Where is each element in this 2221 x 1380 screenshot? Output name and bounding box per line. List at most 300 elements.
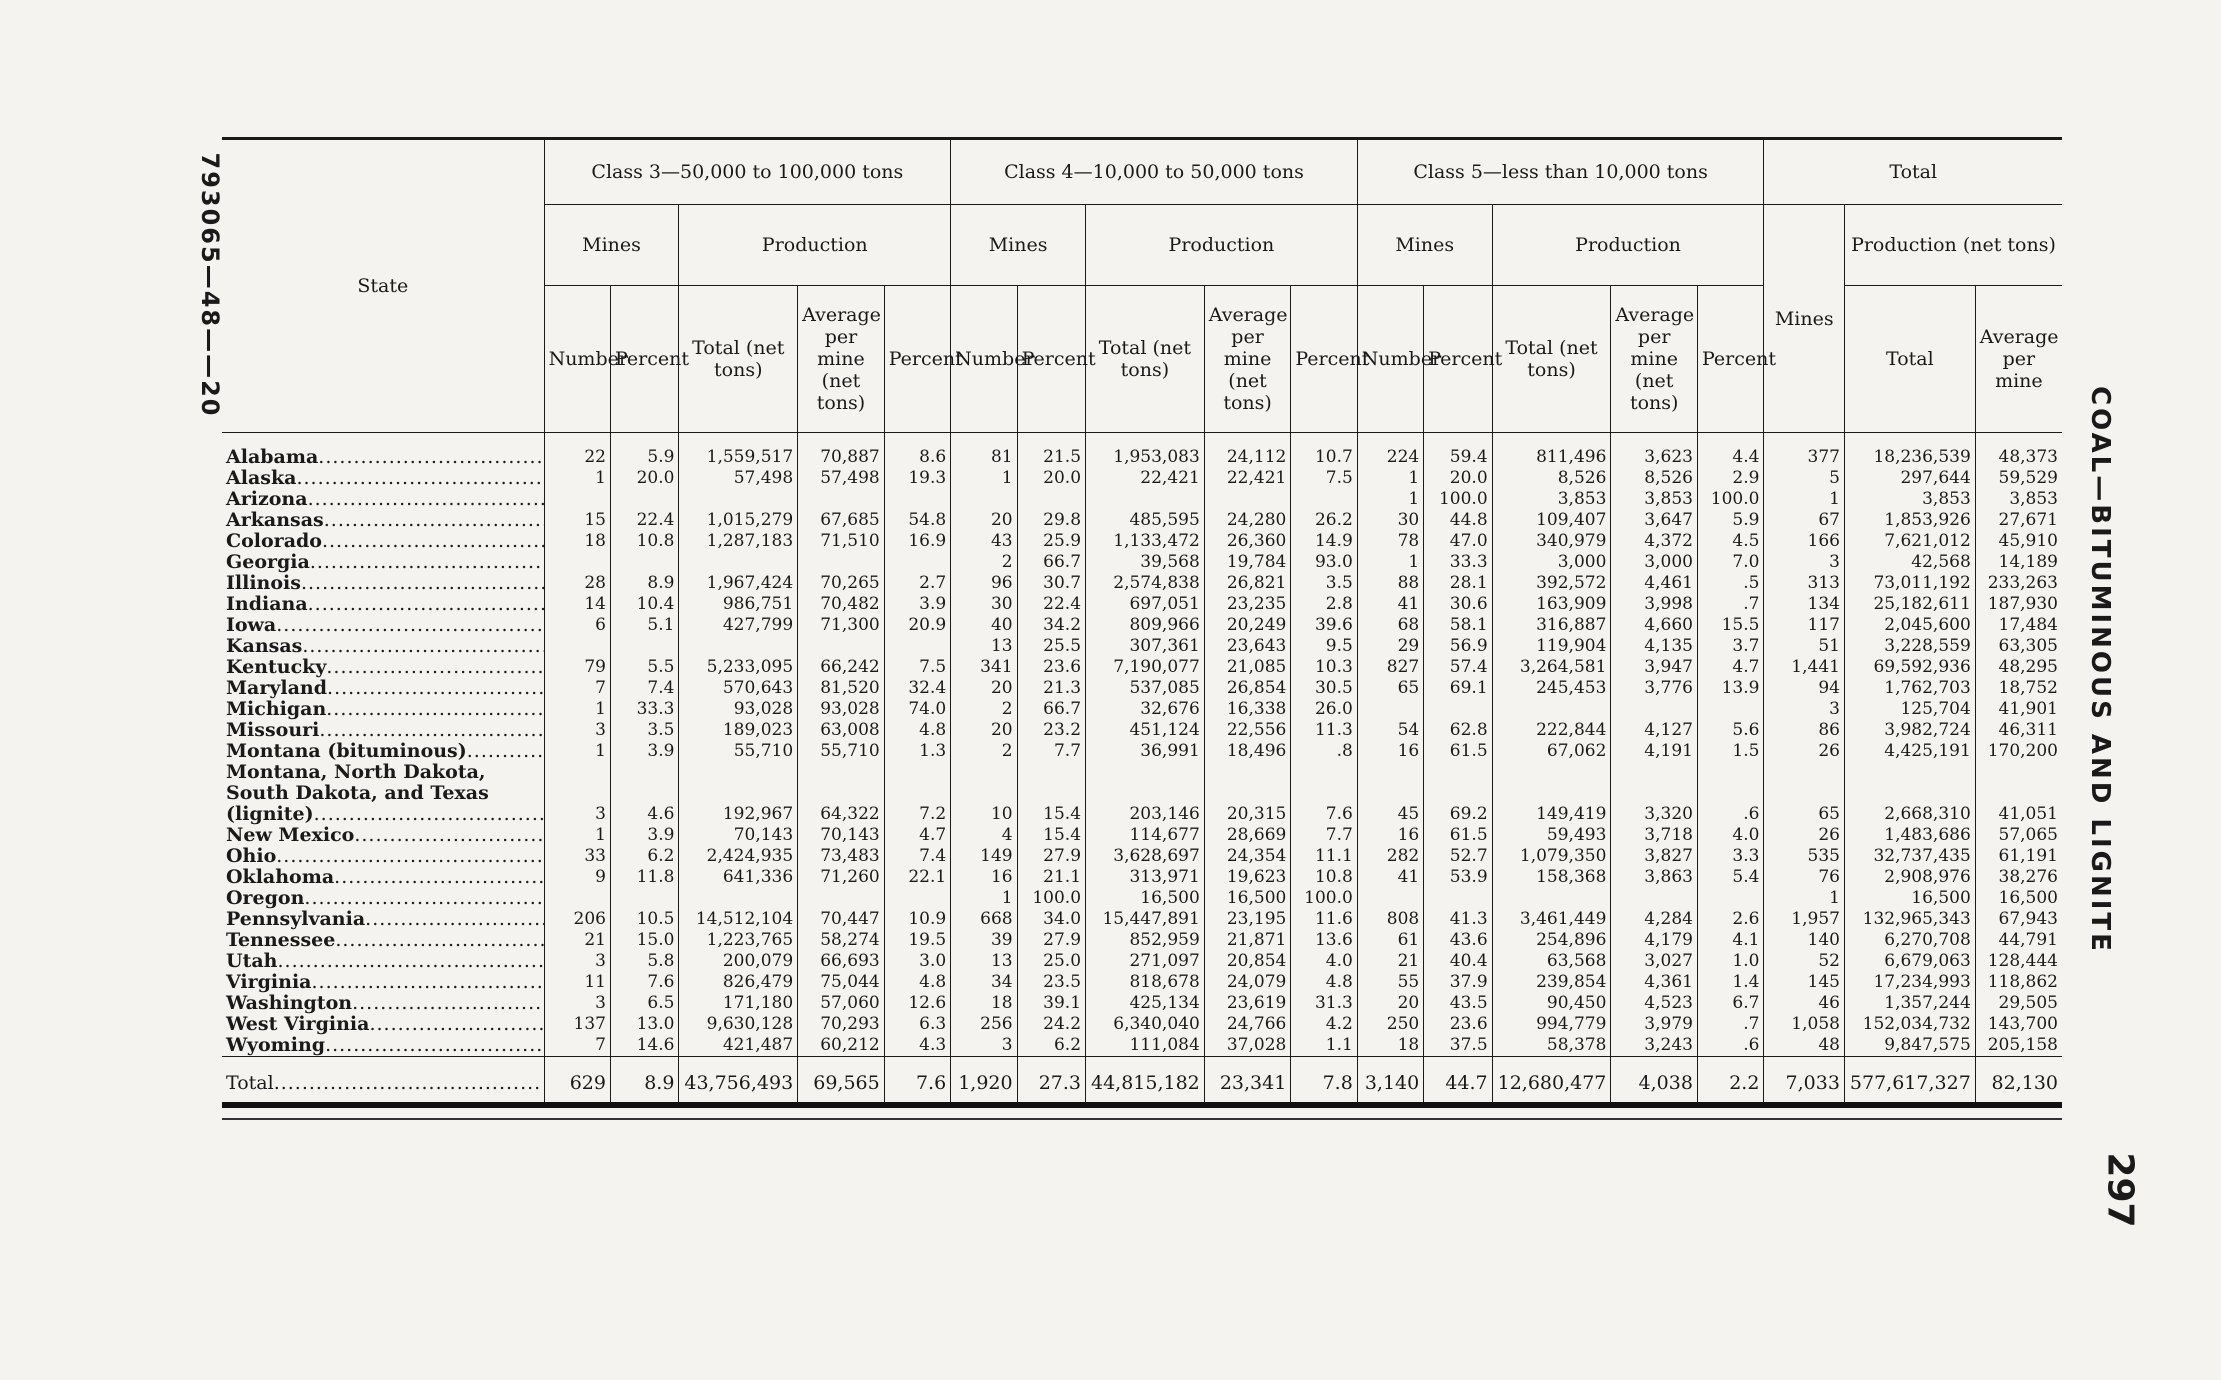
value-cell: 3,000 xyxy=(1492,552,1611,573)
value-cell xyxy=(544,489,610,510)
value-cell: 66,693 xyxy=(798,951,885,972)
value-cell: 22,556 xyxy=(1204,720,1291,741)
value-cell: 32,676 xyxy=(1086,699,1205,720)
value-cell: 30.7 xyxy=(1017,573,1085,594)
state-name-cell: Alabama ..... xyxy=(222,433,544,469)
value-cell: 1,853,926 xyxy=(1844,510,1975,531)
value-cell: 43.6 xyxy=(1424,930,1492,951)
value-cell: .7 xyxy=(1697,594,1763,615)
value-cell: 76 xyxy=(1764,867,1845,888)
value-cell: 26 xyxy=(1764,825,1845,846)
state-name-cell: Washington ..... xyxy=(222,993,544,1014)
value-cell: 111,084 xyxy=(1086,1035,1205,1057)
value-cell: 16 xyxy=(1357,741,1423,762)
value-cell: 70,482 xyxy=(798,594,885,615)
header-class4-number: Number xyxy=(951,286,1017,433)
value-cell xyxy=(1611,699,1698,720)
value-cell: 3,853 xyxy=(1611,489,1698,510)
value-cell: 2.6 xyxy=(1697,909,1763,930)
value-cell: 421,487 xyxy=(679,1035,798,1057)
value-cell: 3,853 xyxy=(1844,489,1975,510)
state-name-cell: Pennsylvania ..... xyxy=(222,909,544,930)
value-cell: 3,827 xyxy=(1611,846,1698,867)
value-cell: 145 xyxy=(1764,972,1845,993)
value-cell: 65 xyxy=(1764,762,1845,825)
state-name-cell: Kentucky ..... xyxy=(222,657,544,678)
value-cell: 254,896 xyxy=(1492,930,1611,951)
value-cell: 61.5 xyxy=(1424,741,1492,762)
value-cell: 20.0 xyxy=(1424,468,1492,489)
value-cell: 14.6 xyxy=(610,1035,678,1057)
value-cell xyxy=(679,636,798,657)
value-cell: 11.6 xyxy=(1291,909,1357,930)
value-cell: 18 xyxy=(951,993,1017,1014)
value-cell: 4 xyxy=(951,825,1017,846)
value-cell: 109,407 xyxy=(1492,510,1611,531)
running-title: COAL—BITUMINOUS AND LIGNITE xyxy=(2085,386,2115,954)
value-cell: 69.2 xyxy=(1424,762,1492,825)
value-cell: .6 xyxy=(1697,762,1763,825)
value-cell: 1.0 xyxy=(1697,951,1763,972)
value-cell xyxy=(1086,489,1205,510)
value-cell: 34 xyxy=(951,972,1017,993)
value-cell: 24,280 xyxy=(1204,510,1291,531)
total-value-cell: 23,341 xyxy=(1204,1057,1291,1108)
value-cell: 4,461 xyxy=(1611,573,1698,594)
value-cell: 3,853 xyxy=(1492,489,1611,510)
total-value-cell: 82,130 xyxy=(1975,1057,2062,1108)
value-cell: 3.5 xyxy=(1291,573,1357,594)
value-cell: 341 xyxy=(951,657,1017,678)
value-cell: 55,710 xyxy=(679,741,798,762)
total-value-cell: 44.7 xyxy=(1424,1057,1492,1108)
value-cell: 21 xyxy=(544,930,610,951)
table-row xyxy=(222,678,2062,699)
value-cell: 425,134 xyxy=(1086,993,1205,1014)
value-cell: 45,910 xyxy=(1975,531,2062,552)
value-cell xyxy=(951,489,1017,510)
value-cell: 4,284 xyxy=(1611,909,1698,930)
value-cell: 32.4 xyxy=(884,678,950,699)
value-cell xyxy=(610,552,678,573)
value-cell: 66,242 xyxy=(798,657,885,678)
value-cell: 2 xyxy=(951,552,1017,573)
value-cell: 16,500 xyxy=(1204,888,1291,909)
value-cell: 313 xyxy=(1764,573,1845,594)
value-cell xyxy=(1357,888,1423,909)
value-cell: 70,887 xyxy=(798,433,885,469)
value-cell: 132,965,343 xyxy=(1844,909,1975,930)
header-class3-number: Number xyxy=(544,286,610,433)
value-cell: 36,991 xyxy=(1086,741,1205,762)
value-cell: 158,368 xyxy=(1492,867,1611,888)
value-cell: 4.7 xyxy=(884,825,950,846)
value-cell: 16 xyxy=(1357,825,1423,846)
value-cell: 100.0 xyxy=(1291,888,1357,909)
total-value-cell: 69,565 xyxy=(798,1057,885,1108)
value-cell: 7.7 xyxy=(1017,741,1085,762)
value-cell: 34.0 xyxy=(1017,909,1085,930)
state-name-cell: Arkansas ..... xyxy=(222,510,544,531)
value-cell: 52.7 xyxy=(1424,846,1492,867)
header-state: State xyxy=(222,140,544,433)
value-cell: 570,643 xyxy=(679,678,798,699)
table-row xyxy=(222,531,2062,552)
value-cell: 149 xyxy=(951,846,1017,867)
value-cell: 8.6 xyxy=(884,433,950,469)
value-cell: 5 xyxy=(1764,468,1845,489)
value-cell: 16,338 xyxy=(1204,699,1291,720)
value-cell: 24,766 xyxy=(1204,1014,1291,1035)
value-cell: 149,419 xyxy=(1492,762,1611,825)
table-row xyxy=(222,972,2062,993)
value-cell: 39,568 xyxy=(1086,552,1205,573)
value-cell: 7,621,012 xyxy=(1844,531,1975,552)
value-cell: 10.7 xyxy=(1291,433,1357,469)
total-value-cell: 12,680,477 xyxy=(1492,1057,1611,1108)
value-cell: 3 xyxy=(951,1035,1017,1057)
page-number: 297 xyxy=(2099,1152,2141,1228)
value-cell: 48,295 xyxy=(1975,657,2062,678)
value-cell: 1,441 xyxy=(1764,657,1845,678)
value-cell: 2,668,310 xyxy=(1844,762,1975,825)
table-row xyxy=(222,433,2062,469)
value-cell xyxy=(610,636,678,657)
value-cell: 189,023 xyxy=(679,720,798,741)
value-cell: 233,263 xyxy=(1975,573,2062,594)
table-row xyxy=(222,615,2062,636)
value-cell: 54.8 xyxy=(884,510,950,531)
value-cell: 3,647 xyxy=(1611,510,1698,531)
state-name-cell: Utah ..... xyxy=(222,951,544,972)
value-cell: 4,127 xyxy=(1611,720,1698,741)
value-cell xyxy=(884,489,950,510)
value-cell: 20 xyxy=(951,510,1017,531)
value-cell: 14.9 xyxy=(1291,531,1357,552)
value-cell: 9,630,128 xyxy=(679,1014,798,1035)
value-cell: 4,523 xyxy=(1611,993,1698,1014)
value-cell: 5.6 xyxy=(1697,720,1763,741)
state-name-cell: Virginia ..... xyxy=(222,972,544,993)
value-cell: 143,700 xyxy=(1975,1014,2062,1035)
value-cell: 14,512,104 xyxy=(679,909,798,930)
state-name-cell: New Mexico ..... xyxy=(222,825,544,846)
table-row xyxy=(222,510,2062,531)
value-cell: 3.7 xyxy=(1697,636,1763,657)
value-cell: 100.0 xyxy=(1424,489,1492,510)
value-cell: 48,373 xyxy=(1975,433,2062,469)
value-cell: 69,592,936 xyxy=(1844,657,1975,678)
value-cell: 200,079 xyxy=(679,951,798,972)
value-cell: 1,287,183 xyxy=(679,531,798,552)
table-row xyxy=(222,951,2062,972)
total-value-cell: 629 xyxy=(544,1057,610,1108)
value-cell: 79 xyxy=(544,657,610,678)
value-cell: 2 xyxy=(951,699,1017,720)
value-cell: 74.0 xyxy=(884,699,950,720)
header-class3-prod-percent: Percent xyxy=(884,286,950,433)
value-cell: 12.6 xyxy=(884,993,950,1014)
value-cell xyxy=(1424,888,1492,909)
value-cell: 3 xyxy=(544,720,610,741)
value-cell: 29,505 xyxy=(1975,993,2062,1014)
value-cell: 3.5 xyxy=(610,720,678,741)
value-cell: 13 xyxy=(951,636,1017,657)
value-cell: 239,854 xyxy=(1492,972,1611,993)
value-cell: 1 xyxy=(951,888,1017,909)
header-class3-production: Production xyxy=(679,205,951,286)
value-cell: 23.6 xyxy=(1424,1014,1492,1035)
value-cell xyxy=(679,552,798,573)
total-value-cell: 4,038 xyxy=(1611,1057,1698,1108)
value-cell: 316,887 xyxy=(1492,615,1611,636)
value-cell: 17,484 xyxy=(1975,615,2062,636)
value-cell: 7.4 xyxy=(884,846,950,867)
value-cell xyxy=(884,888,950,909)
side-code: 793065—48——20 xyxy=(196,152,224,418)
value-cell: 58,274 xyxy=(798,930,885,951)
value-cell: 2.8 xyxy=(1291,594,1357,615)
header-total-mines: Mines xyxy=(1764,205,1845,433)
value-cell: 485,595 xyxy=(1086,510,1205,531)
state-name-cell: Wyoming ..... xyxy=(222,1035,544,1057)
value-cell: 4,372 xyxy=(1611,531,1698,552)
value-cell: 37.9 xyxy=(1424,972,1492,993)
value-cell: 20,249 xyxy=(1204,615,1291,636)
value-cell: 18 xyxy=(544,531,610,552)
value-cell: 56.9 xyxy=(1424,636,1492,657)
value-cell: 118,862 xyxy=(1975,972,2062,993)
value-cell: 59,493 xyxy=(1492,825,1611,846)
value-cell: 313,971 xyxy=(1086,867,1205,888)
value-cell: 811,496 xyxy=(1492,433,1611,469)
value-cell: 3,000 xyxy=(1611,552,1698,573)
value-cell: 3,982,724 xyxy=(1844,720,1975,741)
value-cell: 4.0 xyxy=(1291,951,1357,972)
value-cell: 13.6 xyxy=(1291,930,1357,951)
value-cell: 78 xyxy=(1357,531,1423,552)
value-cell: 54 xyxy=(1357,720,1423,741)
value-cell: 28 xyxy=(544,573,610,594)
value-cell: 71,260 xyxy=(798,867,885,888)
table-row xyxy=(222,573,2062,594)
value-cell: 171,180 xyxy=(679,993,798,1014)
value-cell xyxy=(544,636,610,657)
value-cell: 61.5 xyxy=(1424,825,1492,846)
value-cell: 57,498 xyxy=(679,468,798,489)
value-cell: 15.4 xyxy=(1017,825,1085,846)
value-cell: 537,085 xyxy=(1086,678,1205,699)
header-class5-average: Average per mine (net tons) xyxy=(1611,286,1698,433)
value-cell: 52 xyxy=(1764,951,1845,972)
value-cell: 3,264,581 xyxy=(1492,657,1611,678)
value-cell: 23,195 xyxy=(1204,909,1291,930)
header-class3: Class 3—50,000 to 100,000 tons xyxy=(544,140,951,205)
value-cell: 14 xyxy=(544,594,610,615)
value-cell: 19.5 xyxy=(884,930,950,951)
value-cell: 5,233,095 xyxy=(679,657,798,678)
value-cell xyxy=(610,489,678,510)
value-cell: 81 xyxy=(951,433,1017,469)
value-cell: 11.1 xyxy=(1291,846,1357,867)
value-cell: 20 xyxy=(1357,993,1423,1014)
value-cell: .6 xyxy=(1697,1035,1763,1057)
value-cell: 3,776 xyxy=(1611,678,1698,699)
value-cell: 15.0 xyxy=(610,930,678,951)
value-cell: 9 xyxy=(544,867,610,888)
value-cell: 20.0 xyxy=(610,468,678,489)
value-cell: 18 xyxy=(1357,1035,1423,1057)
state-name-cell: Oregon ..... xyxy=(222,888,544,909)
value-cell: 2,574,838 xyxy=(1086,573,1205,594)
header-class5: Class 5—less than 10,000 tons xyxy=(1357,140,1764,205)
value-cell: 3.3 xyxy=(1697,846,1763,867)
value-cell: 1,058 xyxy=(1764,1014,1845,1035)
value-cell: 63,305 xyxy=(1975,636,2062,657)
value-cell: 10.9 xyxy=(884,909,950,930)
value-cell xyxy=(884,552,950,573)
value-cell: 48 xyxy=(1764,1035,1845,1057)
value-cell: 67,062 xyxy=(1492,741,1611,762)
header-class4-prod-percent: Percent xyxy=(1291,286,1357,433)
table-row xyxy=(222,762,2062,825)
value-cell: 21,871 xyxy=(1204,930,1291,951)
value-cell: 7.4 xyxy=(610,678,678,699)
value-cell: 11.8 xyxy=(610,867,678,888)
value-cell: 163,909 xyxy=(1492,594,1611,615)
value-cell: 377 xyxy=(1764,433,1845,469)
value-cell: 1.5 xyxy=(1697,741,1763,762)
value-cell: 7.2 xyxy=(884,762,950,825)
value-cell: 29.8 xyxy=(1017,510,1085,531)
header-class4-total: Total (net tons) xyxy=(1086,286,1205,433)
value-cell: 10.5 xyxy=(610,909,678,930)
value-cell: 37,028 xyxy=(1204,1035,1291,1057)
value-cell: 25.0 xyxy=(1017,951,1085,972)
value-cell: 206 xyxy=(544,909,610,930)
value-cell: 41 xyxy=(1357,867,1423,888)
value-cell: 852,959 xyxy=(1086,930,1205,951)
value-cell: 1,223,765 xyxy=(679,930,798,951)
value-cell: 38,276 xyxy=(1975,867,2062,888)
value-cell: 70,143 xyxy=(679,825,798,846)
value-cell: 6,340,040 xyxy=(1086,1014,1205,1035)
value-cell: 57,060 xyxy=(798,993,885,1014)
value-cell: .8 xyxy=(1291,741,1357,762)
value-cell: 282 xyxy=(1357,846,1423,867)
value-cell: 70,293 xyxy=(798,1014,885,1035)
value-cell: 5.9 xyxy=(1697,510,1763,531)
state-name-cell: Colorado ..... xyxy=(222,531,544,552)
value-cell: 3,947 xyxy=(1611,657,1698,678)
header-class5-prod-percent: Percent xyxy=(1697,286,1763,433)
value-cell: 10.8 xyxy=(1291,867,1357,888)
value-cell: 140 xyxy=(1764,930,1845,951)
value-cell: 57,065 xyxy=(1975,825,2062,846)
state-name-cell: Ohio ..... xyxy=(222,846,544,867)
value-cell: 28,669 xyxy=(1204,825,1291,846)
value-cell: 3,718 xyxy=(1611,825,1698,846)
value-cell: 3.9 xyxy=(884,594,950,615)
value-cell: 22.1 xyxy=(884,867,950,888)
value-cell: 1,953,083 xyxy=(1086,433,1205,469)
value-cell xyxy=(1492,888,1611,909)
value-cell: 3,979 xyxy=(1611,1014,1698,1035)
value-cell: 5.9 xyxy=(610,433,678,469)
value-cell: 451,124 xyxy=(1086,720,1205,741)
value-cell: 4,660 xyxy=(1611,615,1698,636)
value-cell: 3 xyxy=(1764,552,1845,573)
bottom-rule xyxy=(222,1102,2062,1108)
header-class5-total: Total (net tons) xyxy=(1492,286,1611,433)
value-cell: 73,483 xyxy=(798,846,885,867)
value-cell: 18,496 xyxy=(1204,741,1291,762)
value-cell: 222,844 xyxy=(1492,720,1611,741)
coal-mines-table xyxy=(222,140,2062,1107)
value-cell: 1.1 xyxy=(1291,1035,1357,1057)
header-class4-percent: Percent xyxy=(1017,286,1085,433)
value-cell xyxy=(1611,888,1698,909)
value-cell: 4.0 xyxy=(1697,825,1763,846)
value-cell: 100.0 xyxy=(1697,489,1763,510)
value-cell: 5.5 xyxy=(610,657,678,678)
value-cell: 166 xyxy=(1764,531,1845,552)
value-cell: 7.5 xyxy=(1291,468,1357,489)
value-cell: 2 xyxy=(951,741,1017,762)
value-cell: 21 xyxy=(1357,951,1423,972)
value-cell: 41,051 xyxy=(1975,762,2062,825)
value-cell: 94 xyxy=(1764,678,1845,699)
table-row xyxy=(222,552,2062,573)
value-cell: 15 xyxy=(544,510,610,531)
value-cell: 21,085 xyxy=(1204,657,1291,678)
value-cell: 61 xyxy=(1357,930,1423,951)
total-label: Total ..... xyxy=(222,1057,544,1108)
value-cell: 2,045,600 xyxy=(1844,615,1975,636)
header-total-production-average: Average per mine xyxy=(1975,286,2062,433)
value-cell: 30.6 xyxy=(1424,594,1492,615)
value-cell: 827 xyxy=(1357,657,1423,678)
value-cell: 3,623 xyxy=(1611,433,1698,469)
value-cell xyxy=(798,489,885,510)
total-value-cell: 7,033 xyxy=(1764,1057,1845,1108)
value-cell: 81,520 xyxy=(798,678,885,699)
value-cell: 88 xyxy=(1357,573,1423,594)
value-cell: 3,228,559 xyxy=(1844,636,1975,657)
value-cell xyxy=(798,888,885,909)
value-cell: 125,704 xyxy=(1844,699,1975,720)
state-name-cell: West Virginia ..... xyxy=(222,1014,544,1035)
value-cell: 41.3 xyxy=(1424,909,1492,930)
value-cell: 59.4 xyxy=(1424,433,1492,469)
total-value-cell: 2.2 xyxy=(1697,1057,1763,1108)
value-cell: 61,191 xyxy=(1975,846,2062,867)
value-cell: 4.7 xyxy=(1697,657,1763,678)
value-cell: 39.6 xyxy=(1291,615,1357,636)
value-cell: 15.5 xyxy=(1697,615,1763,636)
value-cell: 24,354 xyxy=(1204,846,1291,867)
value-cell: 427,799 xyxy=(679,615,798,636)
value-cell: 9,847,575 xyxy=(1844,1035,1975,1057)
value-cell: 5.8 xyxy=(610,951,678,972)
value-cell: 26,854 xyxy=(1204,678,1291,699)
value-cell: 170,200 xyxy=(1975,741,2062,762)
table-row xyxy=(222,699,2062,720)
value-cell: 1,762,703 xyxy=(1844,678,1975,699)
table-row xyxy=(222,741,2062,762)
value-cell: 33.3 xyxy=(1424,552,1492,573)
table-row xyxy=(222,636,2062,657)
